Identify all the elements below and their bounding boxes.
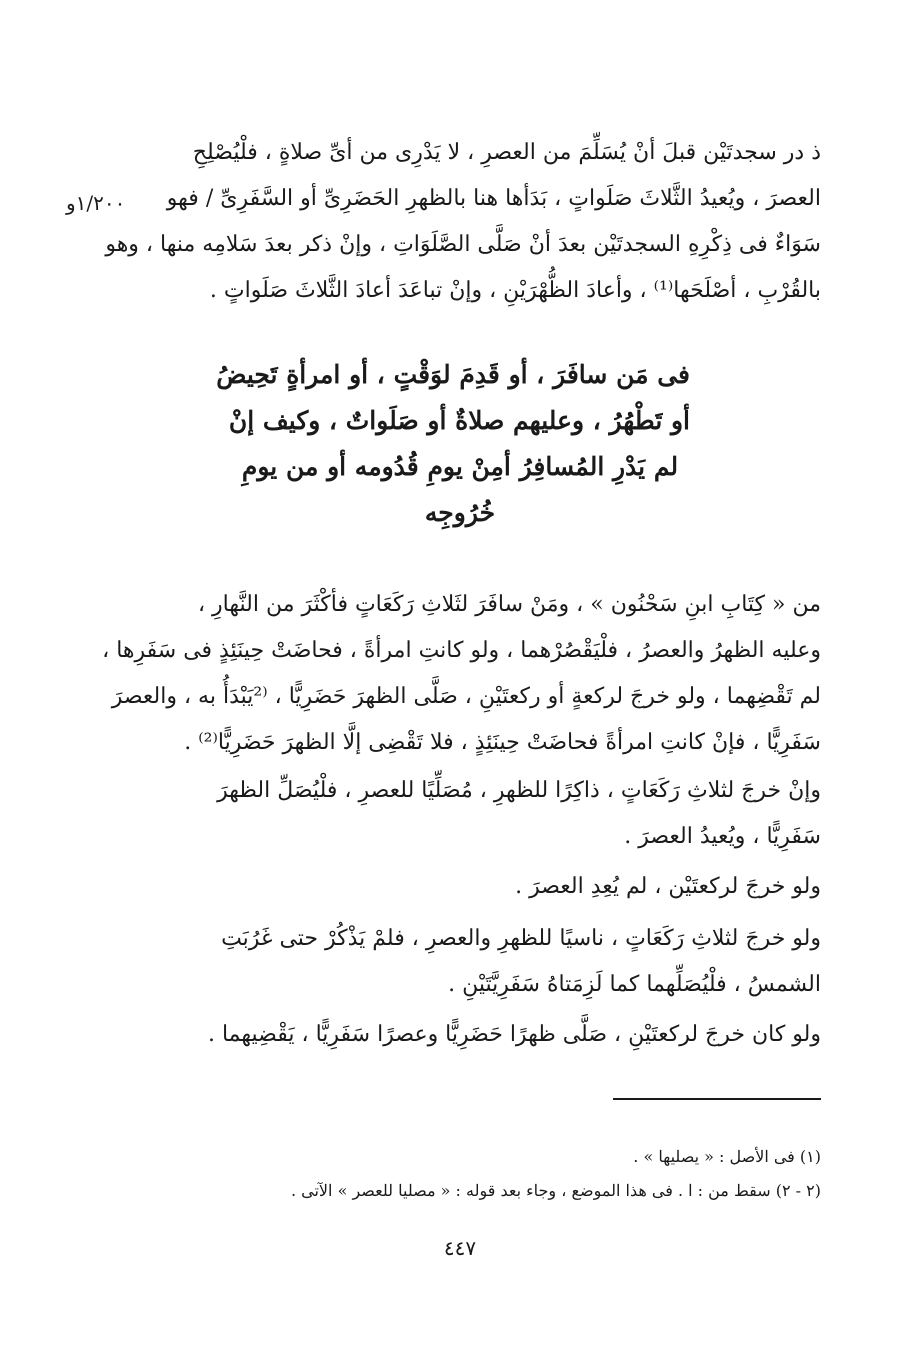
paragraph-4	[141, 864, 821, 910]
footnote-2: (٢ - ٢) سقط من : ا . فى هذا الموضع ، وجاء بعد قوله : « مصليا للعصر » الآتى .	[290, 1181, 821, 1200]
section-heading	[216, 352, 690, 536]
text-line: ولو خرجَ لثلاثِ رَكَعَاتٍ ، ناسيًا للظهرِ والعصرِ ، فلمْ يَذْكُرْ حتى غَرُبَتِ	[221, 926, 821, 951]
paragraph-3	[141, 768, 821, 860]
text-line: بالقُرْبِ ، أصْلَحَها⁽¹⁾ ، وأعادَ الظُّهْرَيْنِ ، وإنْ تباعَدَ أعادَ الثَّلاثَ صَلَواتٍ .	[209, 278, 821, 303]
margin-folio-reference: ١/٢٠٠و	[66, 191, 126, 215]
heading-line: خُرُوجِه	[424, 498, 496, 527]
footnote-1: (١) فى الأصل : « يصليها » .	[633, 1147, 821, 1166]
paragraph-2	[102, 582, 821, 766]
text-line: وعليه الظهرُ والعصرُ ، فلْيَقْصُرْهما ، ولو كانتِ امرأةً ، فحاضَتْ حِينَئِذٍ فى سَفَرِها ،	[102, 638, 821, 663]
text-line: ولو خرجَ لركعتَيْن ، لم يُعِدِ العصرَ .	[515, 874, 821, 899]
text-line: العصرَ ، ويُعيدُ الثَّلاثَ صَلَواتٍ ، بَدَأها هنا بالظهرِ الحَضَرِىِّ أو السَّفَرِىِّ / فهو	[166, 186, 821, 211]
footnote-divider	[613, 1098, 821, 1100]
text-line: وإنْ خرجَ لثلاثِ رَكَعَاتٍ ، ذاكِرًا للظهرِ ، مُصَلِّيًا للعصرِ ، فلْيُصَلِّ الظهرَ	[217, 778, 821, 803]
text-line: سَفَرِيًّا ، ويُعيدُ العصرَ .	[624, 824, 821, 849]
paragraph-1	[105, 130, 821, 314]
heading-line: لم يَدْرِ المُسافِرُ أمِنْ يومِ قُدُومه أو من يومِ	[241, 452, 679, 481]
text-line: الشمسُ ، فلْيُصَلِّهما كما لَزِمَتاهُ سَفَرِيَّتَيْنِ .	[448, 972, 821, 997]
heading-line: أو تَطْهُرُ ، وعليهم صلاةٌ أو صَلَواتٌ ، وكيف إنْ	[228, 406, 690, 435]
paragraph-5	[141, 916, 821, 1008]
text-line: من « كِتَابِ ابنِ سَحْنُون » ، ومَنْ سافَرَ لثَلاثِ رَكَعَاتٍ فأكْثَرَ من النَّهارِ ،	[197, 592, 821, 617]
heading-line: فى مَن سافَرَ ، أو قَدِمَ لوَقْتٍ ، أو امرأةٍ تَحِيضُ	[216, 360, 690, 389]
text-line: سَوَاءٌ فى ذِكْرِهِ السجدتَيْن بعدَ أنْ صَلَّى الصَّلَوَاتِ ، وإنْ ذكر بعدَ سَلامِه منها ، وهو	[105, 232, 821, 257]
paragraph-6	[141, 1012, 821, 1058]
text-line: ولو كان خرجَ لركعتَيْنِ ، صَلَّى ظهرًا حَضَرِيًّا وعصرًا سَفَرِيًّا ، يَقْضِيهما .	[207, 1022, 821, 1047]
text-line: ذ در سجدتَيْن قبلَ أنْ يُسَلِّمَ من العصرِ ، لا يَدْرِى من أىِّ صلاةٍ ، فلْيُصْلِحِ	[192, 140, 821, 165]
page-number: ٤٤٧	[443, 1236, 477, 1260]
text-line: سَفَرِيًّا ، فإنْ كانتِ امرأةً فحاضَتْ حِينَئِذٍ ، فلا تَقْضِى إلَّا الظهرَ حَضَرِيًّا⁽²⁾ .	[184, 730, 821, 755]
text-line: لم تَقْضِهما ، ولو خرجَ لركعةٍ أو ركعتَيْنِ ، صَلَّى الظهرَ حَضَرِيًّا ، ⁽²يَبْدَأُ به ، والعصرَ	[111, 684, 821, 709]
